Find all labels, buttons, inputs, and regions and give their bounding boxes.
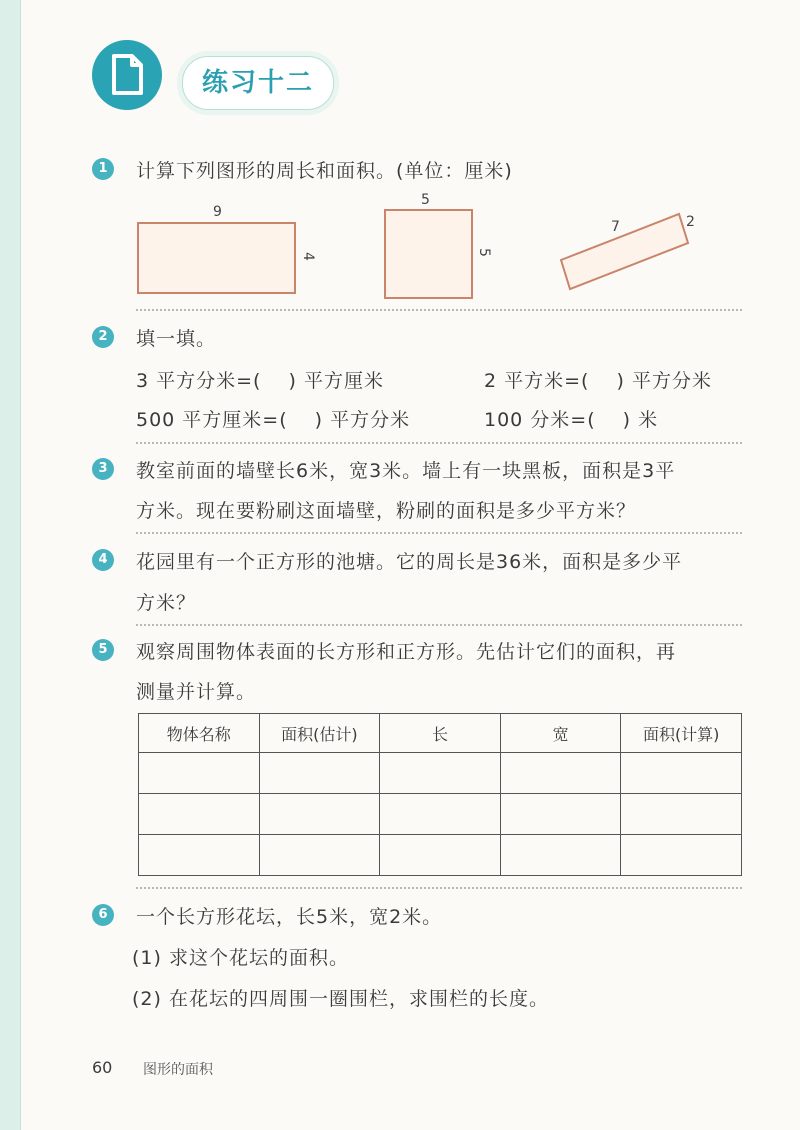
question-1-text: 计算下列图形的周长和面积。(单位：厘米) — [136, 160, 513, 182]
table-cell[interactable] — [621, 794, 742, 835]
question-number-4: 4 — [92, 549, 114, 571]
table-header-row — [139, 714, 742, 753]
rectangle-figure — [138, 204, 316, 293]
table-cell[interactable] — [500, 794, 621, 835]
table-cell[interactable] — [621, 753, 742, 794]
square-figure — [385, 192, 492, 298]
title-pill — [182, 56, 334, 110]
divider-4 — [136, 624, 742, 626]
table-cell[interactable] — [259, 753, 380, 794]
table-cell[interactable] — [500, 835, 621, 876]
rectangle-width-label: 4 — [300, 252, 316, 261]
table-header-area-estimate: 面积(估计) — [259, 714, 380, 753]
table-header-width: 宽 — [500, 714, 621, 753]
question-number-5: 5 — [92, 639, 114, 661]
question-number-6: 6 — [92, 904, 114, 926]
table-cell[interactable] — [380, 794, 501, 835]
divider-2 — [136, 442, 742, 444]
question-6-sub-2: (2) 在花坛的四周围一圈围栏，求围栏的长度。 — [132, 988, 549, 1010]
table-cell[interactable] — [139, 794, 260, 835]
question-5-line-1: 观察周围物体表面的长方形和正方形。先估计它们的面积，再 — [136, 641, 677, 663]
square-side-label: 5 — [476, 248, 492, 257]
question-4-line-1: 花园里有一个正方形的池塘。它的周长是36米，面积是多少平 — [136, 551, 683, 573]
document-icon — [92, 40, 162, 110]
q1-figures — [120, 190, 760, 305]
question-number-1: 1 — [92, 158, 114, 180]
page-number: 60 — [92, 1058, 113, 1077]
table-cell[interactable] — [139, 835, 260, 876]
table-row — [139, 753, 742, 794]
table-cell[interactable] — [500, 753, 621, 794]
fill-item-3: 500 平方厘米=( ) 平方分米 — [136, 409, 411, 431]
question-number-3: 3 — [92, 458, 114, 480]
divider-1 — [136, 309, 742, 311]
question-3-line-1: 教室前面的墙壁长6米，宽3米。墙上有一块黑板，面积是3平 — [136, 460, 676, 482]
table-row — [139, 835, 742, 876]
table-row — [139, 794, 742, 835]
table-header-length: 长 — [380, 714, 501, 753]
table-cell[interactable] — [259, 835, 380, 876]
question-4-line-2: 方米？ — [136, 592, 197, 614]
question-2-text: 填一填。 — [136, 328, 217, 350]
table-cell[interactable] — [621, 835, 742, 876]
question-6-sub-1: (1) 求这个花坛的面积。 — [132, 947, 349, 969]
table-cell[interactable] — [139, 753, 260, 794]
tilted-rectangle-figure — [561, 214, 695, 289]
page-title: 练习十二 — [201, 68, 314, 98]
question-number-2: 2 — [92, 326, 114, 348]
table-cell[interactable] — [259, 794, 380, 835]
chapter-name: 图形的面积 — [143, 1062, 213, 1078]
divider-3 — [136, 532, 742, 534]
question-5-line-2: 测量并计算。 — [136, 681, 257, 703]
table-cell[interactable] — [380, 835, 501, 876]
tilted-rectangle-length-label: 7 — [611, 219, 620, 235]
page-edge-strip — [0, 0, 20, 1130]
fill-item-4: 100 分米=( ) 米 — [484, 409, 659, 431]
square-top-label: 5 — [421, 192, 430, 208]
table-header-object-name: 物体名称 — [139, 714, 260, 753]
question-3-line-2: 方米。现在要粉刷这面墙壁，粉刷的面积是多少平方米？ — [136, 500, 637, 522]
page-edge-line — [20, 0, 21, 1130]
divider-5 — [136, 887, 742, 889]
tilted-rectangle-width-label: 2 — [686, 214, 695, 230]
measurement-table — [138, 713, 742, 876]
rectangle-length-label: 9 — [213, 204, 222, 220]
fill-item-1: 3 平方分米=( ) 平方厘米 — [136, 370, 384, 392]
fill-item-2: 2 平方米=( ) 平方分米 — [484, 370, 712, 392]
table-header-area-calculated: 面积(计算) — [621, 714, 742, 753]
question-6-text: 一个长方形花坛，长5米，宽2米。 — [136, 906, 443, 928]
table-cell[interactable] — [380, 753, 501, 794]
